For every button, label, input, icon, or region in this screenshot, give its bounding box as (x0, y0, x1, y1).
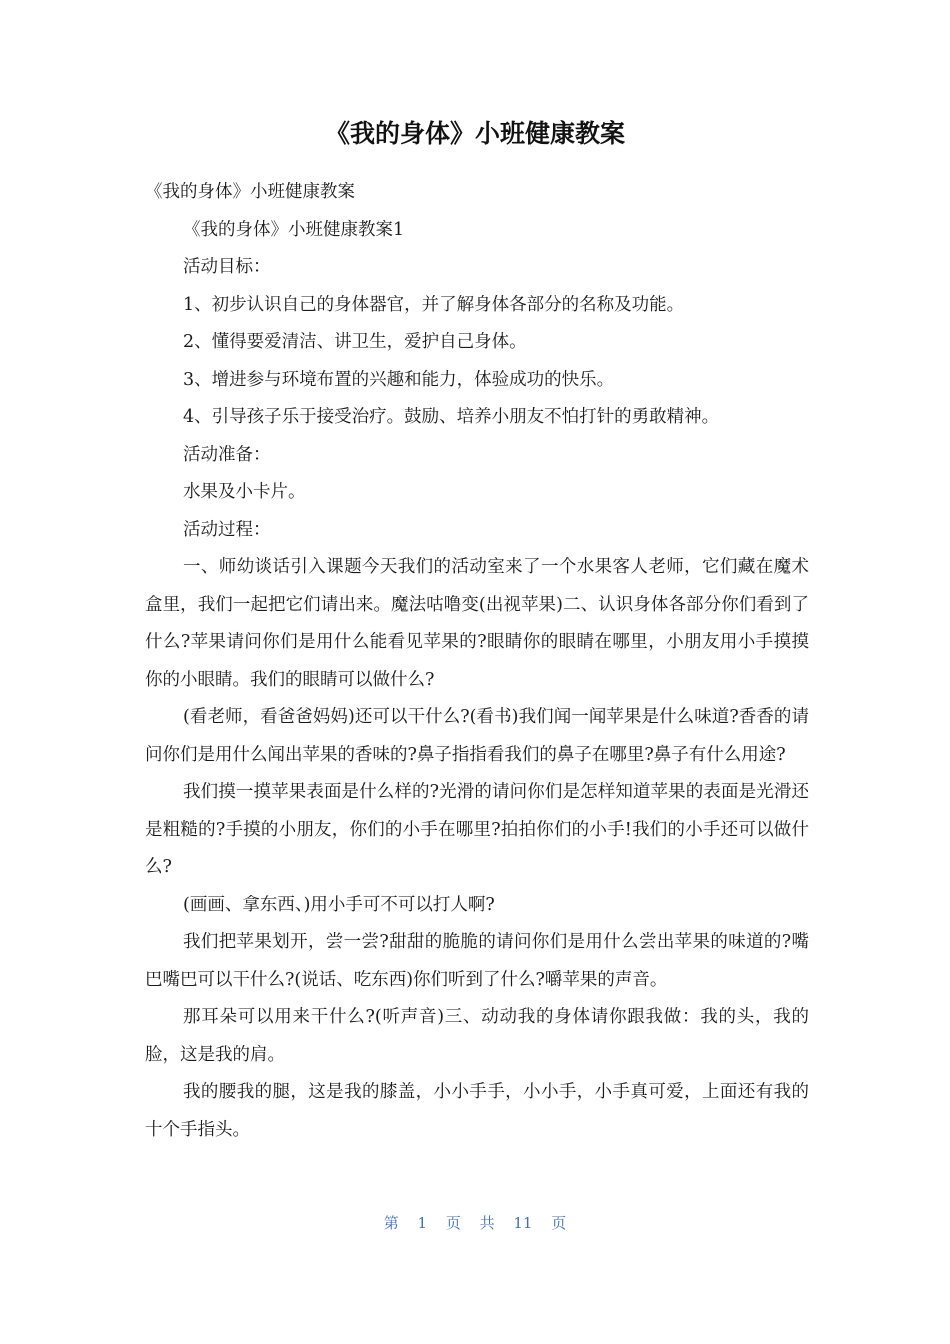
paragraph: 《我的身体》小班健康教案 (145, 182, 355, 202)
paragraph: 一、师幼谈话引入课题今天我们的活动室来了一个水果客人老师，它们藏在魔术盒里，我们一起把它们请出来。魔法咕噜变(出视苹果)二、认识身体各部分你们看到了什么?苹果请问你们是用什么能看见苹果的?眼睛你的眼睛在哪里，小朋友用小手摸摸你的小眼睛。我们的眼睛可以做什么? (145, 557, 809, 690)
page-footer (0, 1212, 950, 1233)
paragraph: 4、引导孩子乐于接受治疗。鼓励、培养小朋友不怕打针的勇敢精神。 (183, 407, 720, 427)
paragraph: (画画、拿东西、)用小手可不可以打人啊? (183, 894, 495, 915)
paragraph: 那耳朵可以用来干什么?(听声音)三、动动我的身体请你跟我做：我的头，我的脸，这是我的肩。 (145, 1007, 809, 1065)
footer-pages-label: 页 (551, 1214, 567, 1232)
paragraph: 2、懂得要爱清洁、讲卫生，爱护自己身体。 (183, 332, 527, 352)
paragraph: 活动目标： (183, 257, 271, 277)
paragraph: (看老师，看爸爸妈妈)还可以干什么?(看书)我们闻一闻苹果是什么味道?香香的请问你们是用什么闻出苹果的香味的?鼻子指指看我们的鼻子在哪里?鼻子有什么用途? (145, 707, 809, 765)
document-body (145, 174, 809, 1149)
paragraph: 我们把苹果划开，尝一尝?甜甜的脆脆的请问你们是用什么尝出苹果的味道的?嘴巴嘴巴可以干什么?(说话、吃东西)你们听到了什么?嚼苹果的声音。 (145, 932, 809, 990)
footer-total-pages: 11 (513, 1214, 533, 1232)
paragraph: 水果及小卡片。 (183, 482, 306, 502)
paragraph: 我们摸一摸苹果表面是什么样的?光滑的请问你们是怎样知道苹果的表面是光滑还是粗糙的?手摸的小朋友，你们的小手在哪里?拍拍你们的小手!我们的小手还可以做什么? (145, 782, 809, 877)
footer-page-label: 第 (383, 1214, 399, 1232)
paragraph: 活动过程： (183, 519, 271, 540)
paragraph: 我的腰我的腿，这是我的膝盖，小小手手，小小手，小手真可爱，上面还有我的十个手指头。 (145, 1082, 809, 1140)
document-title: 《我的身体》小班健康教案 (324, 119, 625, 148)
paragraph: 1、初步认识自己的身体器官，并了解身体各部分的名称及功能。 (183, 294, 685, 315)
footer-of-label: 页 共 (445, 1214, 495, 1232)
paragraph: 3、增进参与环境布置的兴趣和能力，体验成功的快乐。 (183, 369, 615, 390)
paragraph: 活动准备： (183, 444, 271, 465)
footer-current-page: 1 (417, 1214, 428, 1232)
paragraph: 《我的身体》小班健康教案1 (183, 219, 405, 240)
